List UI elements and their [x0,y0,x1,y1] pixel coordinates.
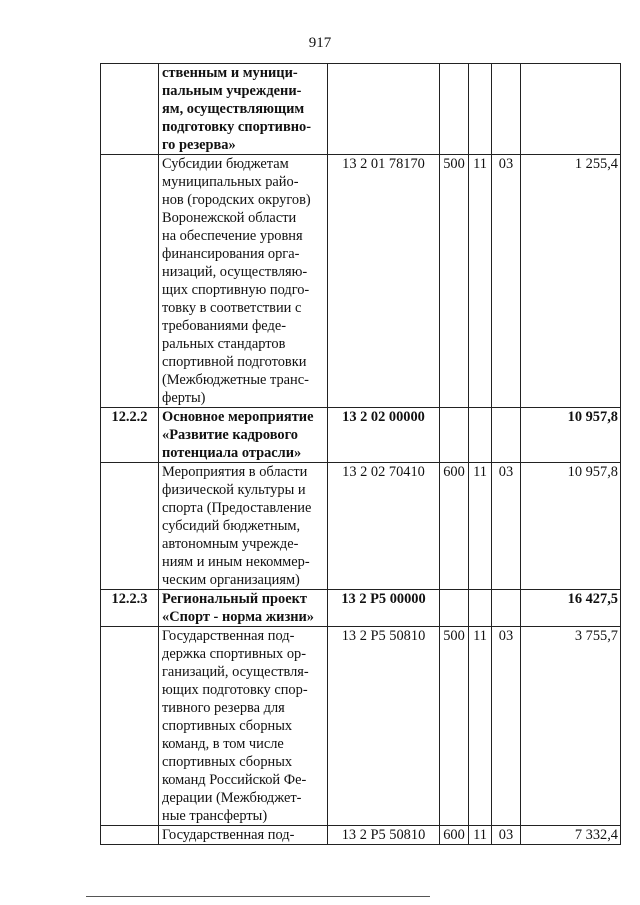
row-code: 13 2 Р5 00000 [328,590,440,627]
page-number: 917 [308,35,332,51]
row-number [101,64,159,155]
row-code [328,64,440,155]
row-code: 13 2 01 78170 [328,155,440,408]
row-expense-type: 600 [440,463,469,590]
table-row [101,408,621,463]
row-section [469,408,492,463]
row-sum [521,64,621,155]
row-expense-type [440,64,469,155]
row-code: 13 2 02 00000 [328,408,440,463]
table-row [101,590,621,627]
row-expense-type [440,590,469,627]
row-section: 11 [469,627,492,826]
row-section: 11 [469,826,492,845]
row-subsection [492,408,521,463]
row-name: Государственная под- [159,826,328,845]
row-number: 12.2.2 [101,408,159,463]
row-sum: 1 255,4 [521,155,621,408]
row-number [101,627,159,826]
row-subsection: 03 [492,155,521,408]
row-number [101,463,159,590]
row-name: Мероприятия в области физической культуры и спорта (Предоставление субсидий бюджетным, автономным учрежде- ниям и иным некоммер- ческим организациям) [159,463,328,590]
row-sum: 16 427,5 [521,590,621,627]
budget-table [100,63,621,845]
row-name: Субсидии бюджетам муниципальных райо- нов (городских округов) Воронежской области на обеспечение уровня финансирования орга- низаций, осуществляю- щих спортивную подго- товку в соответствии с требованиями феде- ральных стандартов спортивной подготовки (Межбюджетные транс- ферты) [159,155,328,408]
footer-rule [86,896,430,897]
row-name: Региональный проект «Спорт - норма жизни» [159,590,328,627]
row-subsection [492,64,521,155]
row-expense-type: 500 [440,155,469,408]
row-section [469,64,492,155]
row-subsection: 03 [492,627,521,826]
row-section: 11 [469,155,492,408]
row-name: Основное мероприятие «Развитие кадрового потенциала отрасли» [159,408,328,463]
row-section: 11 [469,463,492,590]
table-row [101,463,621,590]
row-number [101,155,159,408]
table-row [101,826,621,845]
row-sum: 3 755,7 [521,627,621,826]
row-subsection: 03 [492,463,521,590]
row-expense-type: 600 [440,826,469,845]
row-section [469,590,492,627]
row-code: 13 2 Р5 50810 [328,826,440,845]
row-subsection: 03 [492,826,521,845]
row-number: 12.2.3 [101,590,159,627]
row-subsection [492,590,521,627]
row-code: 13 2 Р5 50810 [328,627,440,826]
row-code: 13 2 02 70410 [328,463,440,590]
row-sum: 10 957,8 [521,408,621,463]
table-row [101,64,621,155]
row-expense-type: 500 [440,627,469,826]
row-sum: 10 957,8 [521,463,621,590]
row-number [101,826,159,845]
table-row [101,155,621,408]
row-name: ственным и муници- пальным учреждени- ям, осуществляющим подготовку спортивно- го резерва» [159,64,328,155]
table-row [101,627,621,826]
row-name: Государственная под- держка спортивных ор- ганизаций, осуществля- ющих подготовку спор- тивного резерва для спортивных сборных команд, в том числе спортивных сборных команд Российской Фе- дерации (Межбюджет- ные трансферты) [159,627,328,826]
row-expense-type [440,408,469,463]
row-sum: 7 332,4 [521,826,621,845]
